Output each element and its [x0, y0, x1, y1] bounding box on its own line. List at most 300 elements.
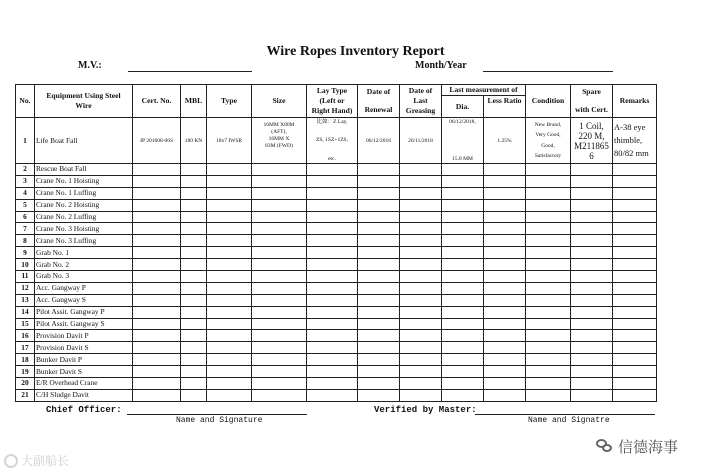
size-cell[interactable]	[252, 259, 307, 271]
lay-type-cell[interactable]	[307, 259, 358, 271]
size-cell[interactable]	[252, 378, 307, 390]
date-greasing-cell[interactable]	[400, 223, 442, 235]
size-cell[interactable]	[252, 354, 307, 366]
type-cell[interactable]	[207, 294, 252, 306]
condition-cell[interactable]	[526, 118, 571, 164]
cert-no-cell[interactable]	[133, 389, 181, 401]
remarks-cell[interactable]	[613, 354, 657, 366]
type-cell[interactable]	[207, 282, 252, 294]
type-cell[interactable]	[207, 354, 252, 366]
lay-type-cell[interactable]	[307, 164, 358, 176]
size-cell[interactable]	[252, 271, 307, 283]
mbl-cell[interactable]	[181, 199, 207, 211]
less-ratio-cell[interactable]	[484, 259, 526, 271]
date-renewal-cell[interactable]	[358, 282, 400, 294]
condition-cell[interactable]	[526, 199, 571, 211]
date-renewal-cell[interactable]	[358, 235, 400, 247]
date-renewal-cell[interactable]	[358, 199, 400, 211]
table-row	[16, 294, 657, 306]
less-ratio-cell[interactable]: 1.25%	[484, 118, 526, 164]
size-cell[interactable]	[252, 318, 307, 330]
date-greasing-cell[interactable]	[400, 378, 442, 390]
table-row	[16, 271, 657, 283]
dia-cell[interactable]	[442, 354, 484, 366]
date-renewal-cell[interactable]	[358, 187, 400, 199]
lay-type-cell[interactable]	[307, 330, 358, 342]
size-cell[interactable]	[252, 175, 307, 187]
type-cell[interactable]	[207, 318, 252, 330]
spare-cell[interactable]	[571, 366, 613, 378]
type-cell[interactable]	[207, 378, 252, 390]
lay-type-cell[interactable]	[307, 235, 358, 247]
dia-cell[interactable]	[442, 330, 484, 342]
size-cell[interactable]	[252, 164, 307, 176]
table-row	[16, 164, 657, 176]
type-cell[interactable]: 18x7 IWSR	[207, 118, 252, 164]
remarks-cell[interactable]	[613, 294, 657, 306]
cert-no-cell[interactable]	[133, 259, 181, 271]
less-ratio-cell[interactable]	[484, 354, 526, 366]
size-cell[interactable]	[252, 223, 307, 235]
condition-cell[interactable]	[526, 282, 571, 294]
cert-no-cell[interactable]	[133, 342, 181, 354]
date-renewal-cell[interactable]	[358, 389, 400, 401]
condition-cell[interactable]	[526, 342, 571, 354]
date-renewal-cell[interactable]	[358, 342, 400, 354]
date-renewal-cell[interactable]	[358, 164, 400, 176]
dia-cell[interactable]	[442, 318, 484, 330]
cert-no-cell[interactable]	[133, 164, 181, 176]
watermark-left-text: 大副船长	[21, 454, 70, 468]
cert-no-cell[interactable]	[133, 175, 181, 187]
type-cell[interactable]	[207, 366, 252, 378]
type-cell[interactable]	[207, 235, 252, 247]
condition-cell[interactable]	[526, 354, 571, 366]
size-cell[interactable]	[252, 211, 307, 223]
remarks-cell[interactable]	[613, 366, 657, 378]
mbl-cell[interactable]	[181, 271, 207, 283]
date-greasing-cell[interactable]	[400, 187, 442, 199]
lay-type-line1: 比如：Z Lay,	[316, 118, 348, 125]
date-renewal-cell[interactable]	[358, 354, 400, 366]
spare-cell[interactable]	[571, 199, 613, 211]
lay-type-cell[interactable]	[307, 354, 358, 366]
equipment-name: E/R Overhead Crane	[35, 378, 133, 390]
equipment-name: Provision Davit S	[35, 342, 133, 354]
less-ratio-cell[interactable]	[484, 164, 526, 176]
remarks-cell[interactable]	[613, 211, 657, 223]
condition-line4: Satisfactory	[534, 153, 562, 159]
chief-officer-signature-field[interactable]	[127, 414, 307, 415]
header-date-renewal-line1: Date of	[366, 87, 391, 96]
spare-cell[interactable]	[571, 342, 613, 354]
spare-cell[interactable]	[571, 247, 613, 259]
remarks-cell[interactable]	[613, 187, 657, 199]
spare-cell[interactable]	[571, 164, 613, 176]
dia-cell[interactable]	[442, 306, 484, 318]
date-greasing-cell[interactable]	[400, 366, 442, 378]
date-renewal-cell[interactable]: 06/12/2016	[358, 118, 400, 164]
equipment-name: Crane No. 2 Hoisting	[35, 199, 133, 211]
cert-no-cell[interactable]: JP 201608-06S	[133, 118, 181, 164]
less-ratio-cell[interactable]	[484, 306, 526, 318]
date-renewal-cell[interactable]	[358, 271, 400, 283]
mbl-cell[interactable]	[181, 318, 207, 330]
less-ratio-cell[interactable]	[484, 223, 526, 235]
row-number: 5	[16, 199, 35, 211]
mbl-cell[interactable]	[181, 282, 207, 294]
dia-cell[interactable]	[442, 164, 484, 176]
row-number: 6	[16, 211, 35, 223]
table-row	[16, 378, 657, 390]
row-number: 15	[16, 318, 35, 330]
lay-type-cell[interactable]	[307, 175, 358, 187]
remarks-cell[interactable]	[613, 282, 657, 294]
date-greasing-cell[interactable]: 26/11/2018	[400, 118, 442, 164]
cert-no-cell[interactable]	[133, 211, 181, 223]
date-greasing-cell[interactable]	[400, 175, 442, 187]
lay-type-cell[interactable]	[307, 389, 358, 401]
type-cell[interactable]	[207, 259, 252, 271]
remarks-cell[interactable]	[613, 175, 657, 187]
remarks-cell[interactable]	[613, 259, 657, 271]
table-row	[16, 342, 657, 354]
dia-cell[interactable]	[442, 282, 484, 294]
cert-no-cell[interactable]	[133, 318, 181, 330]
spare-cell[interactable]	[571, 318, 613, 330]
less-ratio-cell[interactable]	[484, 294, 526, 306]
condition-cell[interactable]	[526, 247, 571, 259]
type-cell[interactable]	[207, 271, 252, 283]
header-equipment	[35, 85, 133, 118]
mbl-cell[interactable]	[181, 354, 207, 366]
mbl-cell[interactable]	[181, 306, 207, 318]
date-renewal-cell[interactable]	[358, 318, 400, 330]
lay-type-cell[interactable]	[307, 199, 358, 211]
lay-type-cell[interactable]	[307, 187, 358, 199]
size-cell[interactable]	[252, 306, 307, 318]
lay-type-cell[interactable]	[307, 223, 358, 235]
mbl-cell[interactable]	[181, 223, 207, 235]
cert-no-cell[interactable]	[133, 223, 181, 235]
table-row	[16, 223, 657, 235]
equipment-name: Rescue Boat Fall	[35, 164, 133, 176]
dia-cell[interactable]	[442, 378, 484, 390]
lay-type-cell[interactable]	[307, 378, 358, 390]
remarks-line3: 80/82 mm	[614, 148, 649, 158]
watermark-right	[596, 436, 678, 457]
less-ratio-cell[interactable]	[484, 187, 526, 199]
dia-cell[interactable]	[442, 259, 484, 271]
cert-no-cell[interactable]	[133, 282, 181, 294]
dia-cell[interactable]	[442, 366, 484, 378]
mbl-cell[interactable]	[181, 330, 207, 342]
mv-field[interactable]	[128, 71, 252, 72]
cert-no-cell[interactable]	[133, 378, 181, 390]
mbl-cell[interactable]	[181, 235, 207, 247]
date-greasing-cell[interactable]	[400, 259, 442, 271]
equipment-name: C/H Sludge Davit	[35, 389, 133, 401]
cert-no-cell[interactable]	[133, 271, 181, 283]
mbl-cell[interactable]	[181, 259, 207, 271]
lay-type-cell[interactable]	[307, 271, 358, 283]
spare-cell[interactable]	[571, 187, 613, 199]
less-ratio-cell[interactable]	[484, 378, 526, 390]
spare-cell[interactable]	[571, 389, 613, 401]
header-spare	[571, 85, 613, 118]
dia-cell[interactable]	[442, 211, 484, 223]
type-cell[interactable]	[207, 247, 252, 259]
date-greasing-cell[interactable]	[400, 164, 442, 176]
less-ratio-cell[interactable]	[484, 235, 526, 247]
dia-cell[interactable]	[442, 247, 484, 259]
dia-cell[interactable]	[442, 187, 484, 199]
mbl-cell[interactable]	[181, 247, 207, 259]
less-ratio-cell[interactable]	[484, 366, 526, 378]
master-signature-field[interactable]	[475, 414, 655, 415]
type-cell[interactable]	[207, 211, 252, 223]
row-number: 14	[16, 306, 35, 318]
spare-cell[interactable]	[571, 271, 613, 283]
date-greasing-cell[interactable]	[400, 342, 442, 354]
row-number: 8	[16, 235, 35, 247]
size-cell[interactable]	[252, 235, 307, 247]
condition-cell[interactable]	[526, 211, 571, 223]
lay-type-cell[interactable]	[307, 211, 358, 223]
date-greasing-cell[interactable]	[400, 247, 442, 259]
date-greasing-cell[interactable]	[400, 199, 442, 211]
lay-type-cell[interactable]	[307, 118, 358, 164]
mbl-cell[interactable]	[181, 389, 207, 401]
dia-cell[interactable]	[442, 118, 484, 164]
dia-cell[interactable]	[442, 199, 484, 211]
header-date-greasing	[400, 85, 442, 118]
less-ratio-cell[interactable]	[484, 211, 526, 223]
spare-cell[interactable]	[571, 223, 613, 235]
remarks-cell[interactable]	[613, 199, 657, 211]
spare-cell[interactable]	[571, 211, 613, 223]
equipment-name: Pilot Assit. Gangway S	[35, 318, 133, 330]
remarks-cell[interactable]	[613, 389, 657, 401]
size-cell[interactable]	[252, 366, 307, 378]
size-cell[interactable]	[252, 389, 307, 401]
spare-cell[interactable]	[571, 282, 613, 294]
date-renewal-cell[interactable]	[358, 330, 400, 342]
mbl-cell[interactable]	[181, 294, 207, 306]
spare-cell[interactable]	[571, 294, 613, 306]
size-cell[interactable]	[252, 118, 307, 164]
remarks-cell[interactable]	[613, 330, 657, 342]
row-number: 18	[16, 354, 35, 366]
size-cell[interactable]	[252, 247, 307, 259]
spare-cell[interactable]	[571, 259, 613, 271]
remarks-cell[interactable]	[613, 247, 657, 259]
remarks-cell[interactable]	[613, 342, 657, 354]
less-ratio-cell[interactable]	[484, 389, 526, 401]
cert-no-cell[interactable]	[133, 199, 181, 211]
spare-cell[interactable]	[571, 378, 613, 390]
table-row	[16, 247, 657, 259]
cert-no-cell[interactable]	[133, 187, 181, 199]
less-ratio-cell[interactable]	[484, 175, 526, 187]
date-greasing-cell[interactable]	[400, 318, 442, 330]
equipment-name: Acc. Gangway P	[35, 282, 133, 294]
lay-type-cell[interactable]	[307, 282, 358, 294]
dia-cell[interactable]	[442, 389, 484, 401]
less-ratio-cell[interactable]	[484, 271, 526, 283]
type-cell[interactable]	[207, 342, 252, 354]
cert-no-cell[interactable]	[133, 366, 181, 378]
size-cell[interactable]	[252, 330, 307, 342]
type-cell[interactable]	[207, 223, 252, 235]
condition-cell[interactable]	[526, 330, 571, 342]
remarks-cell[interactable]	[613, 378, 657, 390]
date-greasing-cell[interactable]	[400, 389, 442, 401]
equipment-name: Crane No. 2 Luffing	[35, 211, 133, 223]
condition-cell[interactable]	[526, 235, 571, 247]
equipment-name: Crane No. 3 Hoisting	[35, 223, 133, 235]
mbl-cell[interactable]	[181, 211, 207, 223]
date-renewal-cell[interactable]	[358, 223, 400, 235]
date-renewal-cell[interactable]	[358, 175, 400, 187]
date-greasing-cell[interactable]	[400, 282, 442, 294]
size-cell[interactable]	[252, 187, 307, 199]
size-cell[interactable]	[252, 282, 307, 294]
dia-cell[interactable]	[442, 223, 484, 235]
date-renewal-cell[interactable]	[358, 366, 400, 378]
less-ratio-cell[interactable]	[484, 330, 526, 342]
date-greasing-cell[interactable]	[400, 211, 442, 223]
type-cell[interactable]	[207, 306, 252, 318]
header-lay-type-line1: Lay Type	[316, 86, 348, 95]
remarks-cell[interactable]	[613, 118, 657, 164]
mbl-cell[interactable]	[181, 342, 207, 354]
remarks-cell[interactable]	[613, 318, 657, 330]
header-last-measurement: Last measurement of	[442, 85, 526, 96]
cert-no-cell[interactable]	[133, 330, 181, 342]
header-spare-line2: with Cert.	[575, 105, 608, 114]
month-year-field[interactable]	[483, 71, 613, 72]
date-greasing-cell[interactable]	[400, 271, 442, 283]
row-number: 2	[16, 164, 35, 176]
lay-type-cell[interactable]	[307, 294, 358, 306]
dia-cell[interactable]	[442, 342, 484, 354]
condition-cell[interactable]	[526, 318, 571, 330]
type-cell[interactable]	[207, 199, 252, 211]
less-ratio-cell[interactable]	[484, 247, 526, 259]
dia-cell[interactable]	[442, 175, 484, 187]
less-ratio-cell[interactable]	[484, 342, 526, 354]
table-row	[16, 199, 657, 211]
spare-cell[interactable]	[571, 235, 613, 247]
remarks-cell[interactable]	[613, 223, 657, 235]
date-greasing-cell[interactable]	[400, 354, 442, 366]
remarks-cell[interactable]	[613, 164, 657, 176]
remarks-cell[interactable]	[613, 306, 657, 318]
header-size: Size	[252, 85, 307, 118]
mbl-cell[interactable]	[181, 187, 207, 199]
date-renewal-cell[interactable]	[358, 294, 400, 306]
less-ratio-cell[interactable]	[484, 318, 526, 330]
lay-type-cell[interactable]	[307, 366, 358, 378]
condition-cell[interactable]	[526, 223, 571, 235]
lay-type-cell[interactable]	[307, 306, 358, 318]
type-cell[interactable]	[207, 175, 252, 187]
date-greasing-cell[interactable]	[400, 330, 442, 342]
condition-cell[interactable]	[526, 294, 571, 306]
spare-cell[interactable]	[571, 354, 613, 366]
date-renewal-cell[interactable]	[358, 211, 400, 223]
mbl-cell[interactable]: 180 KN	[181, 118, 207, 164]
lay-type-cell[interactable]	[307, 318, 358, 330]
equipment-name: Acc. Gangway S	[35, 294, 133, 306]
spare-cell[interactable]	[571, 175, 613, 187]
mbl-cell[interactable]	[181, 366, 207, 378]
date-renewal-cell[interactable]	[358, 259, 400, 271]
size-cell[interactable]	[252, 294, 307, 306]
date-greasing-cell[interactable]	[400, 235, 442, 247]
dia-cell[interactable]	[442, 235, 484, 247]
date-greasing-cell[interactable]	[400, 306, 442, 318]
dia-cell[interactable]	[442, 294, 484, 306]
spare-cell[interactable]	[571, 330, 613, 342]
size-cell[interactable]	[252, 342, 307, 354]
cert-no-cell[interactable]	[133, 354, 181, 366]
size-line2: (AFT),	[271, 128, 287, 135]
cert-no-cell[interactable]	[133, 294, 181, 306]
cert-no-cell[interactable]	[133, 306, 181, 318]
mbl-cell[interactable]	[181, 175, 207, 187]
lay-type-cell[interactable]	[307, 342, 358, 354]
date-renewal-cell[interactable]	[358, 378, 400, 390]
cert-no-cell[interactable]	[133, 235, 181, 247]
size-cell[interactable]	[252, 199, 307, 211]
spare-cell[interactable]	[571, 306, 613, 318]
mbl-cell[interactable]	[181, 378, 207, 390]
table-row	[16, 330, 657, 342]
condition-cell[interactable]	[526, 259, 571, 271]
date-greasing-cell[interactable]	[400, 294, 442, 306]
row-number: 3	[16, 175, 35, 187]
condition-cell[interactable]	[526, 271, 571, 283]
less-ratio-cell[interactable]	[484, 199, 526, 211]
condition-cell[interactable]	[526, 187, 571, 199]
date-renewal-cell[interactable]	[358, 247, 400, 259]
condition-cell[interactable]	[526, 306, 571, 318]
lay-type-cell[interactable]	[307, 247, 358, 259]
remarks-cell[interactable]	[613, 271, 657, 283]
dia-cell[interactable]	[442, 271, 484, 283]
condition-cell[interactable]	[526, 389, 571, 401]
type-cell[interactable]	[207, 187, 252, 199]
condition-cell[interactable]	[526, 366, 571, 378]
row-number: 10	[16, 259, 35, 271]
date-renewal-cell[interactable]	[358, 306, 400, 318]
type-cell[interactable]	[207, 164, 252, 176]
condition-cell[interactable]	[526, 164, 571, 176]
mbl-cell[interactable]	[181, 164, 207, 176]
cert-no-cell[interactable]	[133, 247, 181, 259]
header-cert-no: Cert. No.	[133, 85, 181, 118]
remarks-cell[interactable]	[613, 235, 657, 247]
condition-cell[interactable]	[526, 175, 571, 187]
type-cell[interactable]	[207, 330, 252, 342]
type-cell[interactable]	[207, 389, 252, 401]
less-ratio-cell[interactable]	[484, 282, 526, 294]
equipment-name: Crane No. 1 Luffing	[35, 187, 133, 199]
condition-cell[interactable]	[526, 378, 571, 390]
spare-cell[interactable]	[571, 118, 613, 164]
